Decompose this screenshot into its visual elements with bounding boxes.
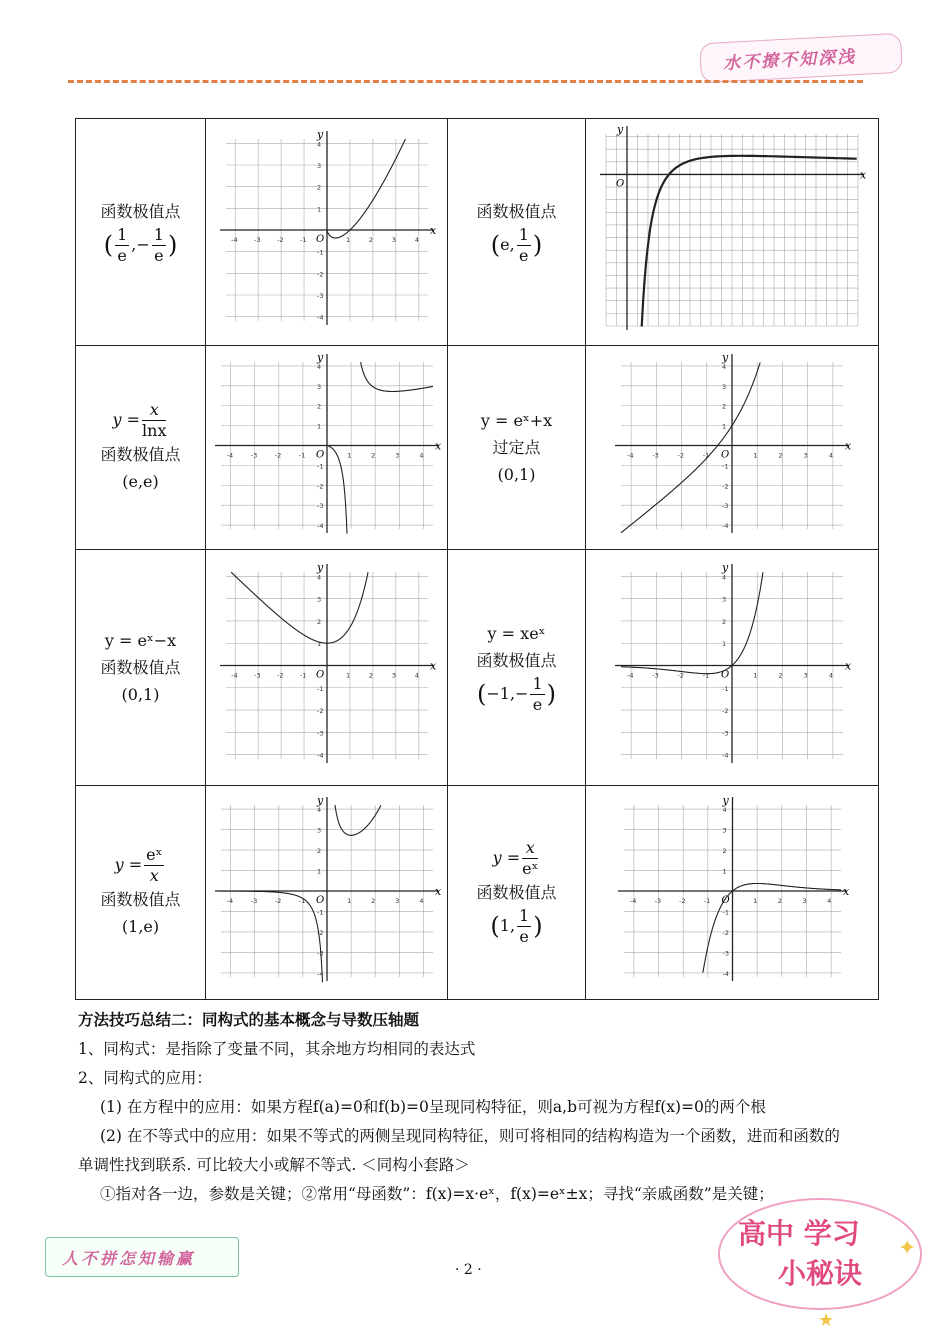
- cell-point: (e,e): [122, 472, 159, 491]
- paragraph: (2) 在不等式中的应用：如果不等式的两侧呈现同构特征，则可将相同的结构构造为一个函数，进而和函数的: [100, 1127, 840, 1145]
- x-axis-label: x: [434, 884, 441, 898]
- y-tick-label: 4: [722, 573, 727, 582]
- cell-label: [448, 346, 586, 550]
- x-tick-label: 1: [345, 671, 350, 680]
- table-row: [76, 119, 879, 346]
- x-tick-label: 2: [370, 896, 375, 905]
- x-tick-label: 4: [828, 671, 834, 680]
- x-tick-label: -3: [654, 896, 661, 905]
- cell-formula: y = eˣ−x: [104, 631, 177, 650]
- y-tick-label: -4: [316, 313, 323, 322]
- y-axis-label: y: [316, 351, 323, 364]
- x-tick-label: -2: [276, 236, 284, 244]
- cell-label: [76, 786, 206, 1000]
- y-tick-label: -1: [316, 907, 323, 916]
- header-motto-badge: [699, 33, 903, 84]
- x-tick-label: 3: [394, 896, 399, 905]
- graph-cell: [586, 346, 879, 550]
- x-tick-label: -1: [298, 451, 305, 460]
- y-tick-label: 1: [722, 640, 727, 649]
- y-tick-label: 4: [722, 805, 727, 814]
- x-tick-label: -1: [702, 451, 710, 460]
- graph-cell: [206, 346, 448, 550]
- cell-desc: 函数极值点: [476, 651, 557, 670]
- paragraph: 1、同构式：是指除了变量不同，其余地方均相同的表达式: [78, 1040, 476, 1058]
- y-axis-label: y: [617, 123, 624, 136]
- x-tick-label: 2: [778, 451, 783, 460]
- y-tick-label: -2: [722, 482, 729, 491]
- y-tick-label: -2: [316, 928, 323, 937]
- y-tick-label: -3: [316, 948, 323, 957]
- origin-label: O: [315, 234, 324, 245]
- x-tick-label: -1: [702, 671, 710, 680]
- table-row: [76, 346, 879, 550]
- badge-line2: 小秘诀: [778, 1257, 863, 1290]
- y-tick-label: 2: [722, 846, 727, 855]
- y-tick-label: 2: [722, 617, 727, 626]
- header-divider: [68, 80, 863, 83]
- cell-point: (0,1): [497, 465, 536, 484]
- x-tick-label: 3: [394, 451, 399, 460]
- x-tick-label: -4: [230, 236, 238, 244]
- cell-desc: 函数极值点: [100, 202, 181, 221]
- cell-formula: y = $\frac{x}{\text{eˣ}}$: [492, 838, 539, 878]
- graph-cell: [206, 119, 448, 346]
- y-tick-label: -1: [316, 684, 323, 693]
- y-axis-label: y: [722, 561, 729, 574]
- y-tick-label: 4: [316, 362, 321, 371]
- y-tick-label: 1: [316, 867, 321, 876]
- origin-label: O: [315, 894, 324, 906]
- x-tick-label: -3: [250, 896, 257, 905]
- graph-cell: [586, 119, 879, 346]
- y-tick-label: -4: [722, 969, 729, 978]
- x-tick-label: 4: [414, 236, 419, 244]
- function-curve: [327, 362, 433, 534]
- cell-desc: 函数极值点: [476, 202, 557, 221]
- y-axis-label: y: [316, 793, 323, 807]
- x-tick-label: 1: [752, 896, 757, 905]
- cell-point: (−1,− $\frac{1}{e}$ ): [476, 674, 556, 714]
- y-tick-label: 3: [722, 382, 727, 391]
- y-tick-label: -3: [316, 502, 323, 511]
- y-axis-label: y: [722, 793, 729, 807]
- y-tick-label: -3: [316, 292, 323, 300]
- x-tick-label: 3: [391, 236, 396, 244]
- x-tick-label: 4: [418, 451, 424, 460]
- x-tick-label: -2: [677, 451, 685, 460]
- x-tick-label: -2: [678, 896, 686, 905]
- y-tick-label: 3: [316, 162, 321, 170]
- y-tick-label: 4: [316, 805, 321, 814]
- y-tick-label: 1: [316, 422, 321, 431]
- y-tick-label: -1: [722, 684, 729, 693]
- x-tick-label: 4: [414, 671, 419, 680]
- y-tick-label: -3: [316, 729, 323, 738]
- x-tick-label: 4: [828, 451, 834, 460]
- y-tick-label: -1: [316, 462, 323, 471]
- origin-label: O: [315, 449, 324, 461]
- graph-lnx-over-x: [592, 120, 872, 340]
- origin-label: O: [315, 669, 324, 681]
- cell-desc: 过定点: [492, 438, 541, 457]
- x-tick-label: -4: [226, 896, 233, 905]
- footer-motto: 人不拼怎知输赢: [62, 1249, 196, 1268]
- x-tick-label: -2: [274, 896, 281, 905]
- paragraph: ①指对各一边，参数是关键；②常用“母函数”：f(x)=x·eˣ，f(x)=eˣ±x；寻找“亲戚函数”是关键；: [100, 1185, 774, 1203]
- x-tick-label: 2: [777, 896, 782, 905]
- paragraph: 单调性找到联系. 可比较大小或解不等式. ＜同构小套路＞: [78, 1156, 470, 1174]
- x-tick-label: 3: [803, 671, 808, 680]
- cell-label: [76, 550, 206, 786]
- cell-desc: 函数极值点: [100, 890, 181, 909]
- y-tick-label: 4: [316, 140, 321, 149]
- y-tick-label: -4: [722, 751, 729, 760]
- x-tick-label: 2: [368, 236, 373, 244]
- y-tick-label: -1: [722, 462, 729, 471]
- x-tick-label: -1: [298, 896, 305, 905]
- y-tick-label: -3: [722, 948, 729, 957]
- x-tick-label: -4: [627, 451, 634, 460]
- y-tick-label: -2: [722, 707, 729, 716]
- y-axis-label: y: [316, 128, 323, 141]
- origin-label: O: [721, 669, 730, 681]
- y-tick-label: 1: [722, 867, 727, 876]
- x-tick-label: 3: [391, 671, 396, 680]
- x-axis-label: x: [845, 659, 852, 673]
- origin-label: O: [721, 449, 730, 461]
- cell-point: (1, $\frac{1}{e}$ ): [490, 906, 543, 946]
- y-tick-label: 2: [316, 617, 321, 626]
- x-tick-label: -2: [276, 671, 284, 680]
- table-row: [76, 550, 879, 786]
- x-tick-label: -1: [703, 896, 710, 905]
- y-tick-label: -2: [316, 482, 323, 491]
- y-tick-label: -4: [316, 969, 323, 978]
- x-tick-label: -3: [652, 451, 659, 460]
- x-axis-label: x: [429, 224, 436, 237]
- y-tick-label: -3: [722, 729, 729, 738]
- cell-point: (1,e): [121, 917, 160, 936]
- cell-label: [76, 346, 206, 550]
- x-axis-label: x: [842, 884, 849, 898]
- x-tick-label: -4: [629, 896, 636, 905]
- paragraph: 2、同构式的应用：: [78, 1069, 212, 1087]
- x-tick-label: 1: [753, 451, 758, 460]
- cell-formula: y = $\frac{x}{\ln x}$: [112, 400, 167, 440]
- graph-x-over-lnx: [207, 348, 447, 543]
- y-tick-label: 1: [316, 205, 321, 214]
- x-axis-label: x: [434, 439, 441, 453]
- y-tick-label: -4: [722, 522, 729, 531]
- y-tick-label: 1: [722, 422, 727, 431]
- cell-desc: 函数极值点: [100, 658, 181, 677]
- function-curve: [221, 805, 381, 982]
- star-icon: ★: [818, 1310, 835, 1331]
- x-tick-label: -2: [274, 451, 281, 460]
- x-tick-label: -2: [677, 671, 685, 680]
- x-tick-label: -1: [299, 671, 307, 680]
- x-tick-label: 1: [345, 236, 350, 244]
- y-tick-label: 3: [316, 826, 321, 835]
- x-tick-label: 2: [370, 451, 375, 460]
- x-tick-label: 1: [753, 671, 758, 680]
- origin-label: O: [616, 178, 625, 190]
- y-tick-label: -4: [316, 522, 323, 531]
- y-tick-label: 2: [722, 402, 727, 411]
- graph-cell: [586, 550, 879, 786]
- table-row: [76, 786, 879, 1000]
- y-tick-label: 3: [316, 595, 321, 604]
- x-tick-label: 3: [801, 896, 807, 905]
- x-tick-label: -3: [652, 671, 659, 680]
- x-tick-label: 3: [803, 451, 808, 460]
- y-tick-label: -4: [316, 751, 323, 760]
- graph-x-ex: [607, 558, 857, 773]
- function-curve: [231, 572, 368, 643]
- y-tick-label: 2: [316, 402, 321, 411]
- x-tick-label: -3: [250, 451, 257, 460]
- function-curve: [621, 572, 763, 674]
- x-tick-label: 1: [346, 896, 351, 905]
- x-tick-label: 4: [418, 896, 424, 905]
- cell-point: (0,1): [121, 685, 160, 704]
- y-tick-label: -2: [316, 270, 323, 279]
- graph-cell: [206, 786, 448, 1000]
- y-tick-label: -3: [722, 502, 729, 511]
- graph-cell: [586, 786, 879, 1000]
- graph-ex-over-x: [207, 791, 447, 991]
- paragraph: (1) 在方程中的应用：如果方程f(a)=0和f(b)=0呈现同构特征，则a,b可视为方程f(x)=0的两个根: [100, 1098, 766, 1116]
- y-tick-label: 4: [316, 573, 321, 582]
- origin-label: O: [721, 894, 730, 906]
- graph-ex-minus-x: [212, 558, 442, 773]
- graph-cell: [206, 550, 448, 786]
- function-table: [75, 118, 879, 1000]
- x-tick-label: -4: [230, 671, 238, 680]
- y-axis-label: y: [316, 561, 323, 574]
- x-axis-label: x: [429, 659, 436, 673]
- sparkle-icon: ✦: [898, 1236, 917, 1261]
- cell-formula: y = $\frac{\text{eˣ}}{x}$: [114, 845, 163, 885]
- section-heading: 方法技巧总结二：同构式的基本概念与导数压轴题: [78, 1010, 420, 1029]
- x-tick-label: 2: [368, 671, 373, 680]
- cell-label: [448, 550, 586, 786]
- y-tick-label: -1: [316, 248, 323, 257]
- x-tick-label: -4: [226, 451, 233, 460]
- graph-x-over-ex: [610, 791, 855, 991]
- y-tick-label: -2: [722, 928, 729, 937]
- cell-label: [76, 119, 206, 346]
- x-tick-label: 1: [346, 451, 351, 460]
- y-tick-label: 4: [722, 362, 727, 371]
- function-curve: [621, 363, 760, 533]
- x-tick-label: -1: [299, 236, 307, 244]
- graph-ex-plus-x: [607, 348, 857, 543]
- cell-point: (e, $\frac{1}{e}$ ): [490, 225, 543, 265]
- header-motto: 水不撩不知深浅: [722, 47, 857, 75]
- function-curve: [327, 139, 405, 238]
- cell-formula: y = xeˣ: [487, 624, 546, 643]
- footer-motto-badge: [45, 1237, 239, 1277]
- x-tick-label: -4: [627, 671, 634, 680]
- cell-point: ( $\frac{1}{e}$ ,− $\frac{1}{e}$ ): [103, 225, 178, 265]
- cell-label: [448, 119, 586, 346]
- x-tick-label: -3: [253, 671, 261, 680]
- y-tick-label: -2: [316, 707, 323, 716]
- x-tick-label: -3: [253, 236, 261, 244]
- badge-line1: 高中 学习: [738, 1217, 860, 1250]
- x-axis-label: x: [860, 168, 867, 182]
- y-tick-label: 3: [316, 382, 321, 391]
- y-tick-label: 3: [722, 595, 727, 604]
- y-axis-label: y: [722, 351, 729, 364]
- x-tick-label: 2: [778, 671, 783, 680]
- cell-label: [448, 786, 586, 1000]
- cell-desc: 函数极值点: [476, 883, 557, 902]
- y-tick-label: -1: [722, 907, 729, 916]
- cell-desc: 函数极值点: [100, 445, 181, 464]
- graph-xlnx: [212, 125, 442, 335]
- cell-formula: y = eˣ+x: [480, 411, 553, 430]
- page-number: · 2 ·: [455, 1262, 482, 1278]
- x-axis-label: x: [845, 439, 852, 453]
- y-tick-label: 2: [316, 846, 321, 855]
- x-tick-label: 4: [826, 896, 831, 905]
- y-tick-label: 3: [722, 826, 727, 835]
- y-tick-label: 1: [316, 640, 321, 649]
- study-tips-badge: [718, 1198, 922, 1310]
- y-tick-label: 2: [316, 183, 321, 192]
